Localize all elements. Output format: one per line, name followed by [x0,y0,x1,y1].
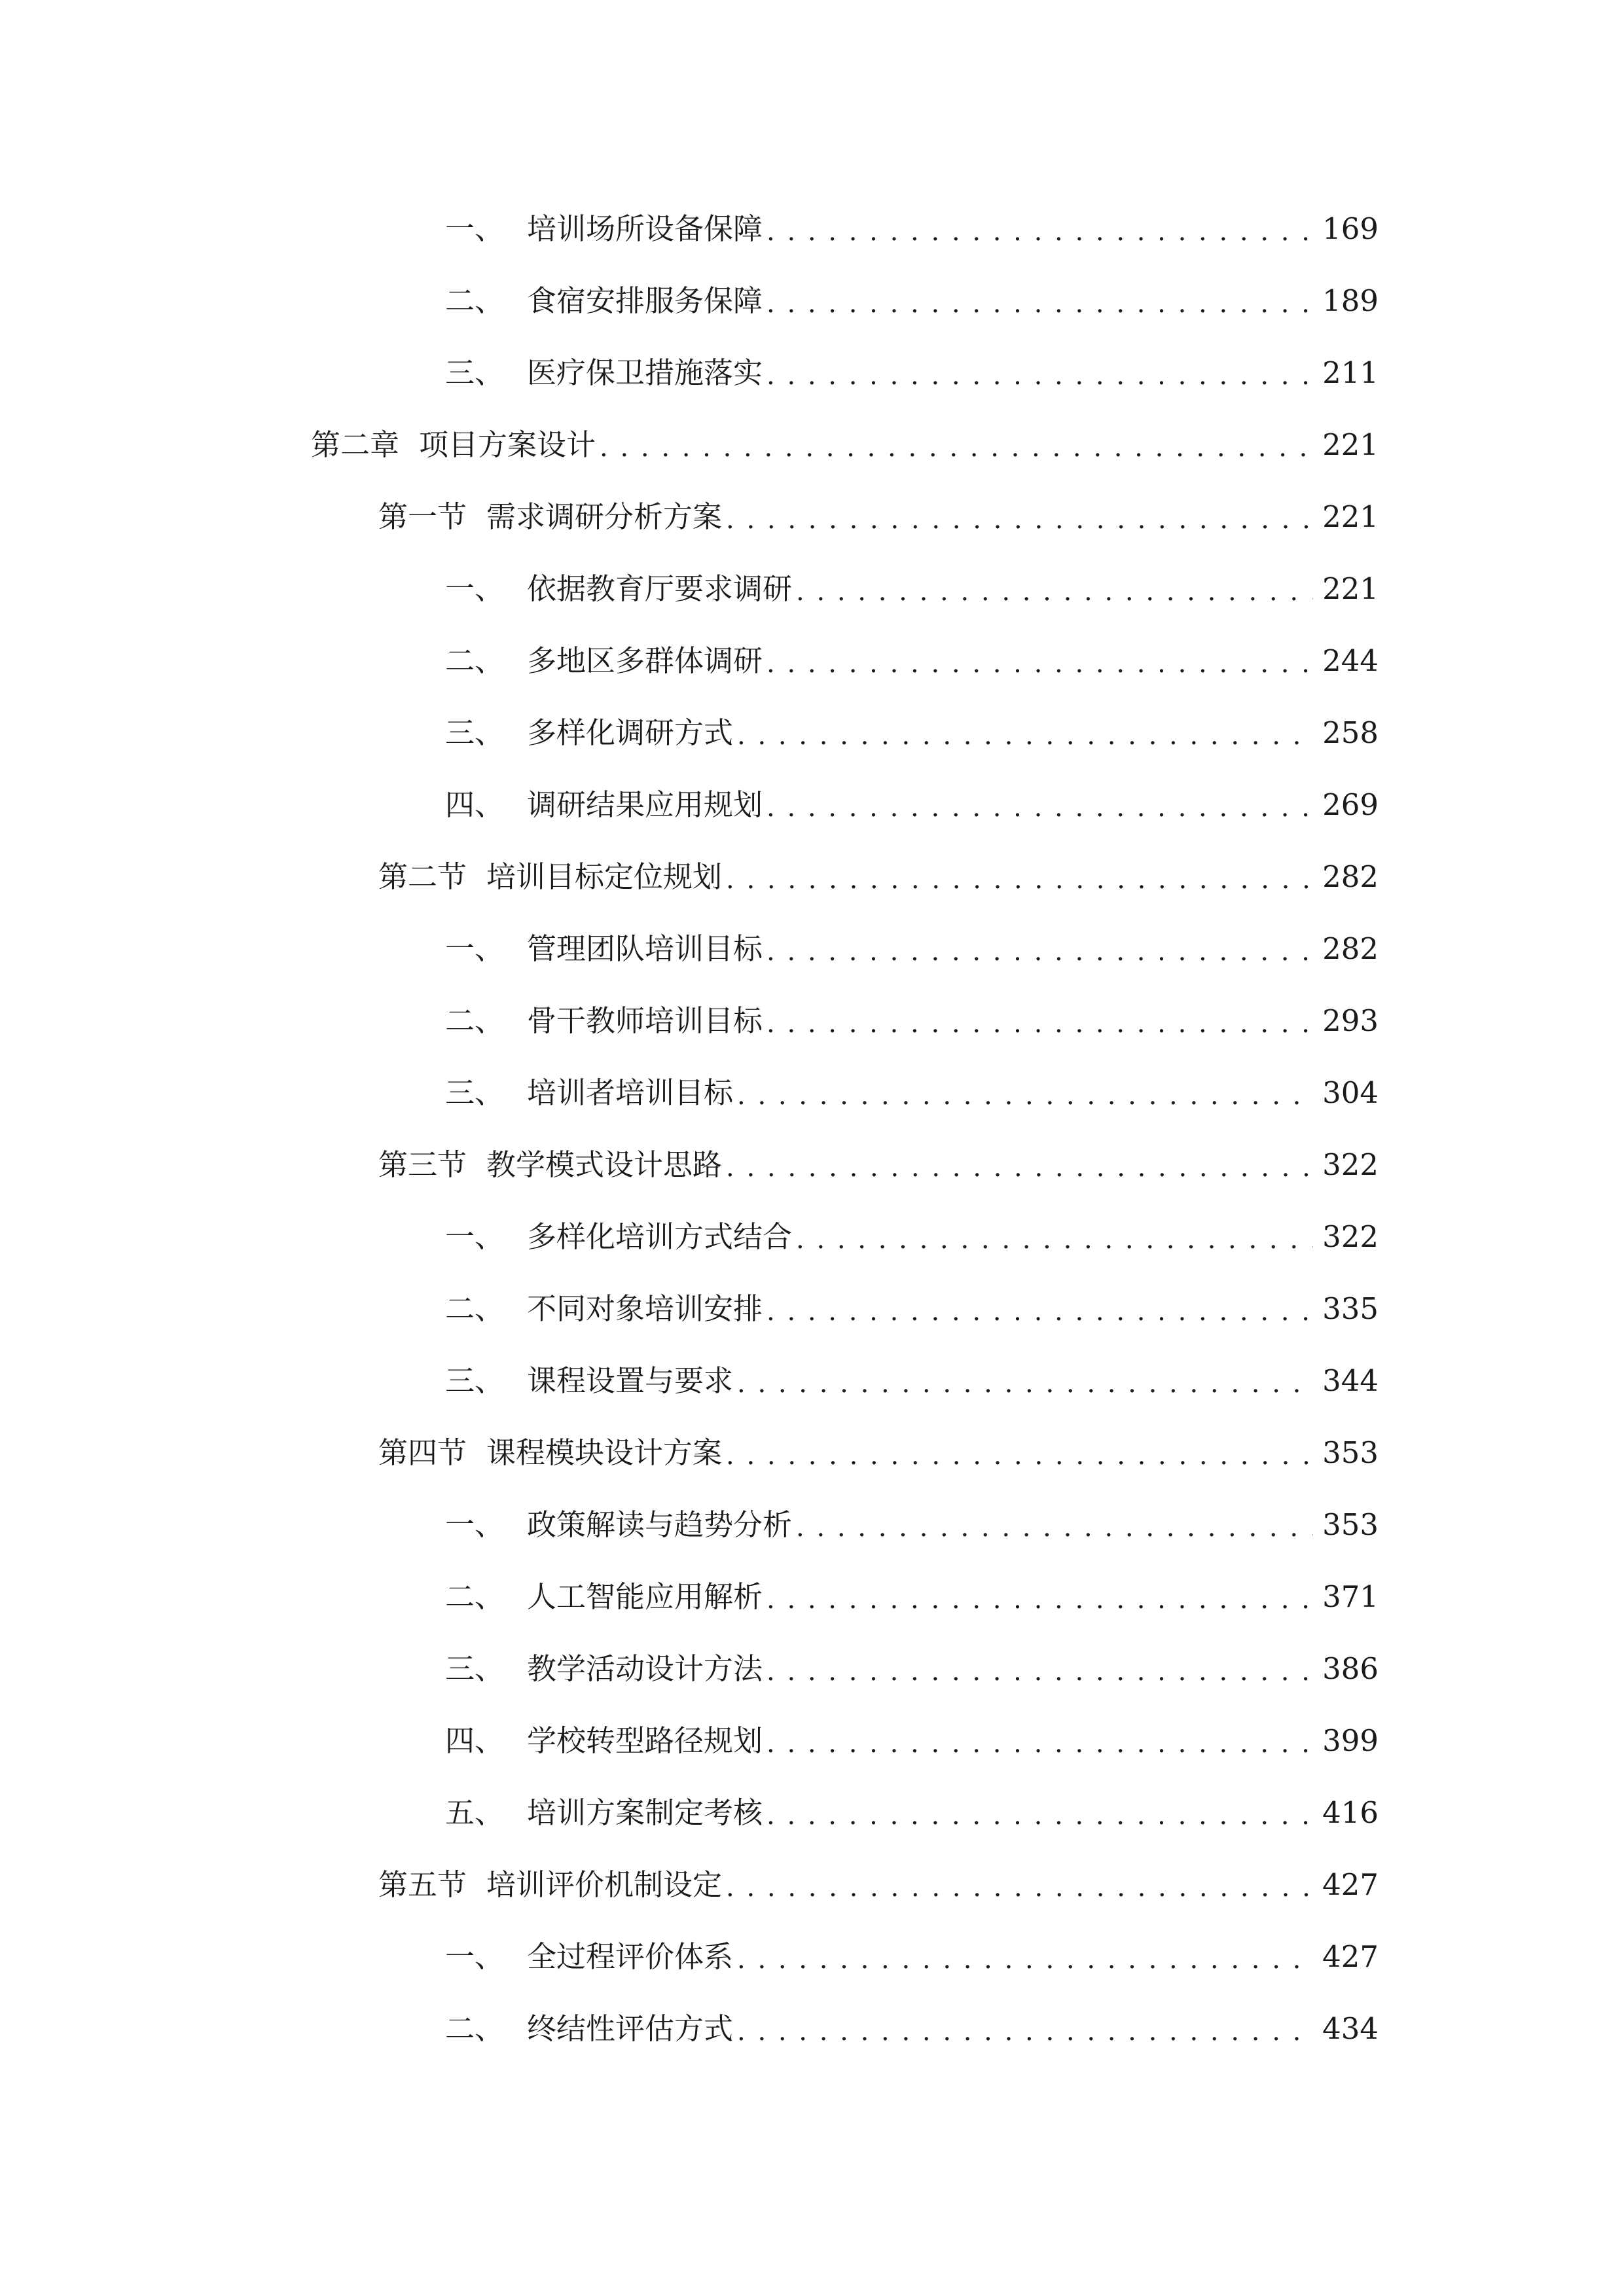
toc-entry[interactable] [445,1067,1379,1119]
toc-entry-title: 政策解读与趋势分析 [527,1507,793,1542]
toc-entry-number: 第二节 [378,859,467,894]
toc-entry[interactable] [445,275,1379,327]
toc-section-entry[interactable] [378,1139,1379,1191]
dot-leader [767,1715,1313,1767]
toc-entry[interactable] [445,1499,1379,1551]
toc-entry-page: 386 [1322,1651,1379,1686]
dot-leader [737,2003,1313,2055]
dot-leader [737,1067,1313,1119]
dot-leader [767,923,1313,975]
toc-entry-title: 教学模式设计思路 [486,1147,723,1182]
toc-entry-title: 培训场所设备保障 [527,211,763,246]
toc-entry-page: 427 [1322,1939,1379,1974]
toc-entry-title: 食宿安排服务保障 [527,283,763,318]
dot-leader [726,1859,1313,1911]
toc-entry[interactable] [445,995,1379,1047]
toc-entry-title: 不同对象培训安排 [527,1291,763,1326]
toc-entry-title: 调研结果应用规划 [527,787,763,822]
toc-entry-number: 第四节 [378,1435,467,1470]
toc-entry[interactable] [445,1715,1379,1767]
toc-entry-number: 二、 [445,1579,505,1614]
toc-entry-title: 依据教育厅要求调研 [527,571,793,606]
toc-entry-number: 一、 [445,931,505,966]
toc-entry[interactable] [445,2003,1379,2055]
toc-entry-title: 培训目标定位规划 [486,859,723,894]
toc-entry-number: 第一节 [378,499,467,534]
toc-entry-number: 一、 [445,1219,505,1254]
toc-entry-title: 课程模块设计方案 [486,1435,723,1470]
toc-entry-number: 三、 [445,355,505,390]
dot-leader [600,419,1313,471]
toc-entry-number: 第二章 [311,427,400,462]
toc-entry-page: 221 [1322,499,1379,534]
toc-entry-page: 322 [1322,1147,1379,1182]
toc-entry-page: 282 [1322,931,1379,966]
toc-entry-page: 221 [1322,427,1379,462]
toc-entry-title: 终结性评估方式 [527,2011,734,2046]
dot-leader [767,995,1313,1047]
toc-entry-page: 221 [1322,571,1379,606]
toc-entry[interactable] [445,1787,1379,1839]
toc-entry-number: 第五节 [378,1867,467,1902]
toc-entry-number: 一、 [445,211,505,246]
toc-entry-title: 多样化调研方式 [527,715,734,750]
toc-entry[interactable] [445,923,1379,975]
toc-entry-page: 353 [1322,1435,1379,1470]
dot-leader [767,347,1313,399]
toc-entry[interactable] [445,1931,1379,1983]
toc-entry-page: 211 [1322,355,1379,390]
toc-entry-number: 三、 [445,1075,505,1110]
toc-entry-number: 三、 [445,1363,505,1398]
toc-entry-title: 全过程评价体系 [527,1939,734,1974]
dot-leader [767,1283,1313,1335]
toc-entry-title: 培训者培训目标 [527,1075,734,1110]
toc-entry-title: 项目方案设计 [419,427,596,462]
toc-chapter-entry[interactable] [311,419,1379,471]
toc-entry-number: 二、 [445,1003,505,1038]
toc-entry[interactable] [445,1211,1379,1263]
toc-entry-number: 二、 [445,283,505,318]
toc-entry[interactable] [445,779,1379,831]
toc-entry[interactable] [445,347,1379,399]
toc-entry-number: 一、 [445,571,505,606]
toc-section-entry[interactable] [378,1859,1379,1911]
toc-entry-number: 二、 [445,1291,505,1326]
toc-section-entry[interactable] [378,1427,1379,1479]
toc-entry-page: 344 [1322,1363,1379,1398]
toc-entry-title: 培训方案制定考核 [527,1795,763,1830]
dot-leader [796,1499,1313,1551]
toc-entry-page: 269 [1322,787,1379,822]
toc-entry-page: 189 [1322,283,1379,318]
toc-entry-number: 二、 [445,643,505,678]
toc-entry-number: 二、 [445,2011,505,2046]
toc-entry[interactable] [445,563,1379,615]
toc-entry-number: 四、 [445,1723,505,1758]
toc-entry[interactable] [445,707,1379,759]
toc-entry-page: 335 [1322,1291,1379,1326]
toc-entry-page: 304 [1322,1075,1379,1110]
toc-entry-number: 三、 [445,1651,505,1686]
toc-entry-title: 骨干教师培训目标 [527,1003,763,1038]
dot-leader [726,1427,1313,1479]
toc-entry-title: 管理团队培训目标 [527,931,763,966]
toc-entry-number: 一、 [445,1939,505,1974]
toc-entry[interactable] [445,1643,1379,1695]
toc-entry-page: 322 [1322,1219,1379,1254]
toc-entry-page: 371 [1322,1579,1379,1614]
toc-entry-page: 169 [1322,211,1379,246]
toc-entry-title: 医疗保卫措施落实 [527,355,763,390]
toc-entry[interactable] [445,203,1379,255]
dot-leader [767,275,1313,327]
dot-leader [737,1355,1313,1407]
dot-leader [767,635,1313,687]
dot-leader [737,1931,1313,1983]
toc-entry[interactable] [445,1355,1379,1407]
toc-entry-page: 293 [1322,1003,1379,1038]
toc-entry[interactable] [445,635,1379,687]
dot-leader [767,203,1313,255]
toc-entry-page: 399 [1322,1723,1379,1758]
dot-leader [737,707,1313,759]
dot-leader [767,1571,1313,1623]
dot-leader [796,1211,1313,1263]
toc-entry[interactable] [445,1571,1379,1623]
toc-entry-title: 课程设置与要求 [527,1363,734,1398]
dot-leader [767,1643,1313,1695]
toc-entry-number: 一、 [445,1507,505,1542]
toc-entry-page: 416 [1322,1795,1379,1830]
toc-entry-title: 教学活动设计方法 [527,1651,763,1686]
toc-entry-page: 427 [1322,1867,1379,1902]
toc-entry-page: 282 [1322,859,1379,894]
toc-entry-title: 人工智能应用解析 [527,1579,763,1614]
toc-section-entry[interactable] [378,491,1379,543]
toc-entry-title: 学校转型路径规划 [527,1723,763,1758]
dot-leader [767,779,1313,831]
toc-entry-number: 五、 [445,1795,505,1830]
dot-leader [796,563,1313,615]
dot-leader [767,1787,1313,1839]
toc-entry-title: 需求调研分析方案 [486,499,723,534]
dot-leader [726,851,1313,903]
toc-entry-page: 434 [1322,2011,1379,2046]
dot-leader [726,491,1313,543]
toc-entry-page: 244 [1322,643,1379,678]
toc-entry-number: 第三节 [378,1147,467,1182]
toc-entry-page: 258 [1322,715,1379,750]
toc-section-entry[interactable] [378,851,1379,903]
toc-entry-number: 三、 [445,715,505,750]
toc-entry-page: 353 [1322,1507,1379,1542]
toc-entry-title: 培训评价机制设定 [486,1867,723,1902]
toc-entry-number: 四、 [445,787,505,822]
toc-entry-title: 多样化培训方式结合 [527,1219,793,1254]
dot-leader [726,1139,1313,1191]
toc-entry-title: 多地区多群体调研 [527,643,763,678]
toc-entry[interactable] [445,1283,1379,1335]
